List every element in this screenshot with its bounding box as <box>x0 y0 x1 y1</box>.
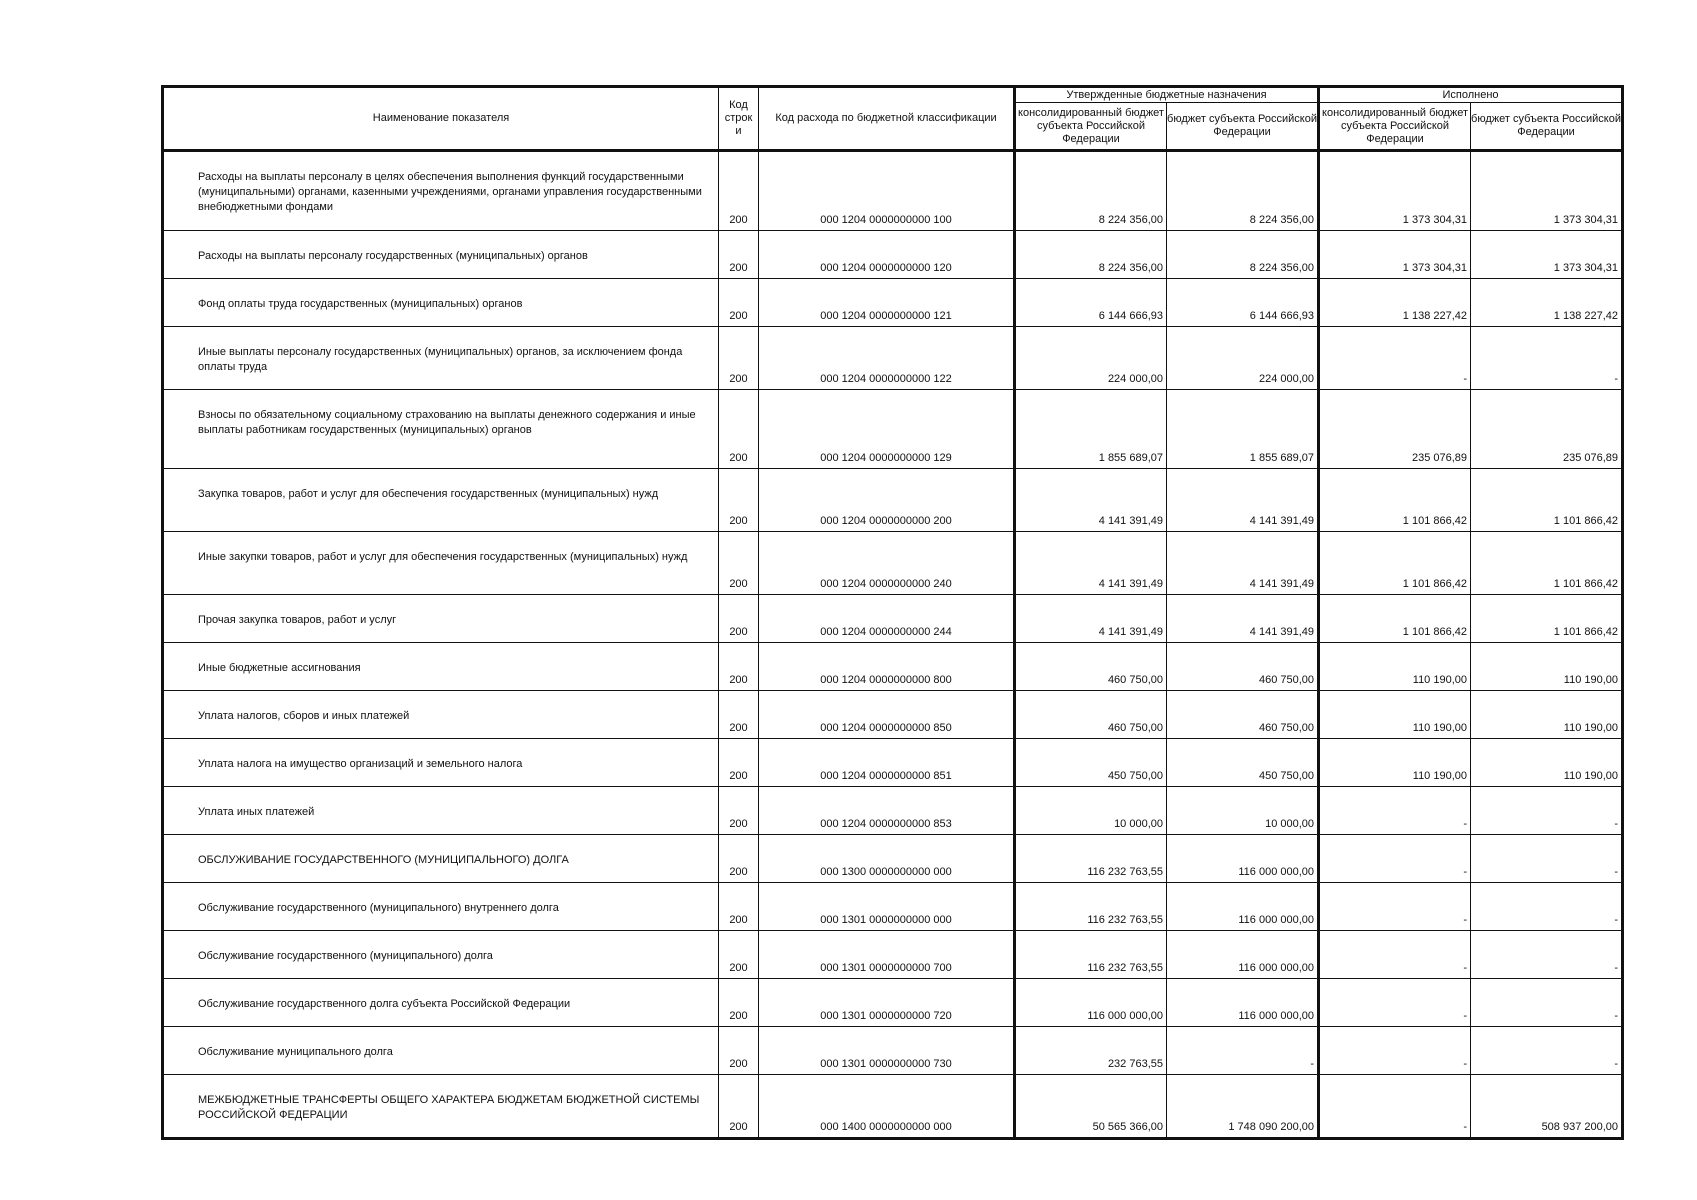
row-approved-consolidated: 460 750,00 <box>1015 643 1167 691</box>
row-kbk-code: 000 1204 0000000000 121 <box>759 279 1015 327</box>
table-row <box>163 883 1623 931</box>
row-approved-consolidated: 116 232 763,55 <box>1015 835 1167 883</box>
row-approved-subject: 1 748 090 200,00 <box>1167 1075 1319 1139</box>
row-approved-consolidated: 8 224 356,00 <box>1015 151 1167 231</box>
table-row <box>163 231 1623 279</box>
row-kbk-code: 000 1204 0000000000 122 <box>759 327 1015 390</box>
row-line-code: 200 <box>719 1027 759 1075</box>
row-approved-subject: 116 000 000,00 <box>1167 883 1319 931</box>
row-approved-consolidated: 10 000,00 <box>1015 787 1167 835</box>
row-name: Обслуживание государственного долга субъекта Российской Федерации <box>163 979 719 1027</box>
row-name: Иные закупки товаров, работ и услуг для обеспечения государственных (муниципальных) нужд <box>163 532 719 595</box>
row-name: Уплата налога на имущество организаций и земельного налога <box>163 739 719 787</box>
row-executed-subject: - <box>1471 787 1623 835</box>
table-header <box>163 87 1623 151</box>
row-executed-consolidated: 1 373 304,31 <box>1319 231 1471 279</box>
row-line-code: 200 <box>719 979 759 1027</box>
row-approved-subject: 116 000 000,00 <box>1167 835 1319 883</box>
row-line-code: 200 <box>719 1075 759 1139</box>
row-name: Уплата налогов, сборов и иных платежей <box>163 691 719 739</box>
row-executed-subject: 1 138 227,42 <box>1471 279 1623 327</box>
row-executed-consolidated: - <box>1319 787 1471 835</box>
row-approved-consolidated: 450 750,00 <box>1015 739 1167 787</box>
row-executed-subject: - <box>1471 979 1623 1027</box>
row-kbk-code: 000 1204 0000000000 200 <box>759 469 1015 532</box>
table-row <box>163 979 1623 1027</box>
row-name: ОБСЛУЖИВАНИЕ ГОСУДАРСТВЕННОГО (МУНИЦИПАЛЬНОГО) ДОЛГА <box>163 835 719 883</box>
row-name: Обслуживание государственного (муниципального) долга <box>163 931 719 979</box>
row-line-code: 200 <box>719 883 759 931</box>
row-approved-consolidated: 1 855 689,07 <box>1015 390 1167 469</box>
budget-report-sheet <box>161 85 1621 1140</box>
row-approved-consolidated: 8 224 356,00 <box>1015 231 1167 279</box>
row-line-code: 200 <box>719 595 759 643</box>
row-executed-consolidated: - <box>1319 1075 1471 1139</box>
row-executed-subject: 1 373 304,31 <box>1471 151 1623 231</box>
row-kbk-code: 000 1204 0000000000 850 <box>759 691 1015 739</box>
row-line-code: 200 <box>719 231 759 279</box>
row-kbk-code: 000 1301 0000000000 000 <box>759 883 1015 931</box>
row-line-code: 200 <box>719 835 759 883</box>
table-row <box>163 390 1623 469</box>
row-name: Обслуживание государственного (муниципального) внутреннего долга <box>163 883 719 931</box>
row-approved-consolidated: 116 232 763,55 <box>1015 883 1167 931</box>
executed-subject-header: бюджет субъекта Российской Федерации <box>1471 103 1623 151</box>
row-approved-subject: 450 750,00 <box>1167 739 1319 787</box>
row-kbk-code: 000 1204 0000000000 129 <box>759 390 1015 469</box>
row-approved-subject: 4 141 391,49 <box>1167 595 1319 643</box>
row-name: Расходы на выплаты персоналу в целях обеспечения выполнения функций государственными (муниципальными) органами, казенными учреждениями, органами управления государственными внебюджетными фондами <box>163 151 719 231</box>
row-approved-consolidated: 224 000,00 <box>1015 327 1167 390</box>
row-approved-consolidated: 460 750,00 <box>1015 691 1167 739</box>
table-row <box>163 595 1623 643</box>
row-kbk-code: 000 1204 0000000000 851 <box>759 739 1015 787</box>
row-approved-subject: 460 750,00 <box>1167 691 1319 739</box>
row-line-code: 200 <box>719 532 759 595</box>
row-kbk-code: 000 1204 0000000000 800 <box>759 643 1015 691</box>
table-row <box>163 787 1623 835</box>
row-name: Фонд оплаты труда государственных (муниципальных) органов <box>163 279 719 327</box>
row-approved-subject: 116 000 000,00 <box>1167 979 1319 1027</box>
row-approved-subject: 6 144 666,93 <box>1167 279 1319 327</box>
row-approved-subject: 224 000,00 <box>1167 327 1319 390</box>
table-row <box>163 469 1623 532</box>
row-executed-subject: - <box>1471 835 1623 883</box>
row-kbk-code: 000 1204 0000000000 240 <box>759 532 1015 595</box>
row-name: Уплата иных платежей <box>163 787 719 835</box>
row-executed-consolidated: 110 190,00 <box>1319 691 1471 739</box>
row-line-code: 200 <box>719 643 759 691</box>
row-line-code: 200 <box>719 469 759 532</box>
row-approved-subject: 1 855 689,07 <box>1167 390 1319 469</box>
table-row <box>163 739 1623 787</box>
row-executed-subject: 110 190,00 <box>1471 643 1623 691</box>
kbk-column-header: Код расхода по бюджетной классификации <box>759 87 1015 151</box>
row-line-code: 200 <box>719 931 759 979</box>
row-approved-consolidated: 116 232 763,55 <box>1015 931 1167 979</box>
row-name: Обслуживание муниципального долга <box>163 1027 719 1075</box>
row-executed-consolidated: 1 101 866,42 <box>1319 532 1471 595</box>
row-name: Закупка товаров, работ и услуг для обеспечения государственных (муниципальных) нужд <box>163 469 719 532</box>
row-approved-consolidated: 4 141 391,49 <box>1015 595 1167 643</box>
row-executed-consolidated: - <box>1319 327 1471 390</box>
row-approved-consolidated: 4 141 391,49 <box>1015 532 1167 595</box>
row-approved-consolidated: 4 141 391,49 <box>1015 469 1167 532</box>
row-executed-consolidated: 1 373 304,31 <box>1319 151 1471 231</box>
row-kbk-code: 000 1204 0000000000 120 <box>759 231 1015 279</box>
row-line-code: 200 <box>719 327 759 390</box>
row-kbk-code: 000 1400 0000000000 000 <box>759 1075 1015 1139</box>
row-approved-subject: 116 000 000,00 <box>1167 931 1319 979</box>
budget-expenses-table <box>161 85 1624 1140</box>
row-executed-subject: - <box>1471 327 1623 390</box>
executed-group-header: Исполнено <box>1319 87 1623 103</box>
row-approved-consolidated: 232 763,55 <box>1015 1027 1167 1075</box>
row-executed-consolidated: - <box>1319 835 1471 883</box>
line-code-column-header: Код строк и <box>719 87 759 151</box>
row-kbk-code: 000 1301 0000000000 730 <box>759 1027 1015 1075</box>
row-executed-consolidated: 110 190,00 <box>1319 643 1471 691</box>
table-row <box>163 835 1623 883</box>
row-approved-subject: - <box>1167 1027 1319 1075</box>
row-executed-subject: 235 076,89 <box>1471 390 1623 469</box>
row-executed-subject: 508 937 200,00 <box>1471 1075 1623 1139</box>
row-approved-consolidated: 116 000 000,00 <box>1015 979 1167 1027</box>
table-row <box>163 1027 1623 1075</box>
table-row <box>163 151 1623 231</box>
row-approved-consolidated: 50 565 366,00 <box>1015 1075 1167 1139</box>
row-executed-consolidated: - <box>1319 1027 1471 1075</box>
row-executed-consolidated: 1 101 866,42 <box>1319 595 1471 643</box>
row-approved-subject: 4 141 391,49 <box>1167 532 1319 595</box>
row-kbk-code: 000 1301 0000000000 720 <box>759 979 1015 1027</box>
row-executed-subject: 1 101 866,42 <box>1471 532 1623 595</box>
approved-group-header: Утвержденные бюджетные назначения <box>1015 87 1319 103</box>
row-executed-consolidated: - <box>1319 883 1471 931</box>
row-executed-subject: - <box>1471 883 1623 931</box>
row-line-code: 200 <box>719 787 759 835</box>
table-row <box>163 691 1623 739</box>
row-approved-subject: 8 224 356,00 <box>1167 151 1319 231</box>
row-executed-subject: 110 190,00 <box>1471 739 1623 787</box>
row-executed-consolidated: - <box>1319 931 1471 979</box>
row-kbk-code: 000 1204 0000000000 853 <box>759 787 1015 835</box>
row-line-code: 200 <box>719 151 759 231</box>
row-executed-consolidated: 1 138 227,42 <box>1319 279 1471 327</box>
table-row <box>163 279 1623 327</box>
name-column-header: Наименование показателя <box>163 87 719 151</box>
row-executed-subject: 1 101 866,42 <box>1471 595 1623 643</box>
row-line-code: 200 <box>719 279 759 327</box>
row-name: Расходы на выплаты персоналу государственных (муниципальных) органов <box>163 231 719 279</box>
row-name: Иные бюджетные ассигнования <box>163 643 719 691</box>
row-executed-consolidated: 235 076,89 <box>1319 390 1471 469</box>
table-row <box>163 643 1623 691</box>
row-name: Прочая закупка товаров, работ и услуг <box>163 595 719 643</box>
table-row <box>163 532 1623 595</box>
row-executed-subject: 1 373 304,31 <box>1471 231 1623 279</box>
row-executed-subject: 110 190,00 <box>1471 691 1623 739</box>
row-approved-subject: 8 224 356,00 <box>1167 231 1319 279</box>
executed-consolidated-header: консолидированный бюджет субъекта Российской Федерации <box>1319 103 1471 151</box>
row-approved-subject: 10 000,00 <box>1167 787 1319 835</box>
row-name: МЕЖБЮДЖЕТНЫЕ ТРАНСФЕРТЫ ОБЩЕГО ХАРАКТЕРА БЮДЖЕТАМ БЮДЖЕТНОЙ СИСТЕМЫ РОССИЙСКОЙ ФЕДЕРАЦИИ <box>163 1075 719 1139</box>
row-name: Иные выплаты персоналу государственных (муниципальных) органов, за исключением фонда оплаты труда <box>163 327 719 390</box>
row-executed-subject: 1 101 866,42 <box>1471 469 1623 532</box>
table-body <box>163 151 1623 1139</box>
approved-subject-header: бюджет субъекта Российской Федерации <box>1167 103 1319 151</box>
row-line-code: 200 <box>719 390 759 469</box>
row-executed-consolidated: 110 190,00 <box>1319 739 1471 787</box>
row-executed-subject: - <box>1471 931 1623 979</box>
row-approved-subject: 460 750,00 <box>1167 643 1319 691</box>
row-executed-consolidated: - <box>1319 979 1471 1027</box>
row-executed-consolidated: 1 101 866,42 <box>1319 469 1471 532</box>
row-kbk-code: 000 1301 0000000000 700 <box>759 931 1015 979</box>
approved-consolidated-header: консолидированный бюджет субъекта Российской Федерации <box>1015 103 1167 151</box>
row-kbk-code: 000 1204 0000000000 244 <box>759 595 1015 643</box>
table-row <box>163 327 1623 390</box>
table-row <box>163 931 1623 979</box>
row-kbk-code: 000 1300 0000000000 000 <box>759 835 1015 883</box>
row-approved-consolidated: 6 144 666,93 <box>1015 279 1167 327</box>
row-executed-subject: - <box>1471 1027 1623 1075</box>
row-approved-subject: 4 141 391,49 <box>1167 469 1319 532</box>
row-name: Взносы по обязательному социальному страхованию на выплаты денежного содержания и иные выплаты работникам государственных (муниципальных) органов <box>163 390 719 469</box>
row-line-code: 200 <box>719 691 759 739</box>
table-row <box>163 1075 1623 1139</box>
row-kbk-code: 000 1204 0000000000 100 <box>759 151 1015 231</box>
row-line-code: 200 <box>719 739 759 787</box>
